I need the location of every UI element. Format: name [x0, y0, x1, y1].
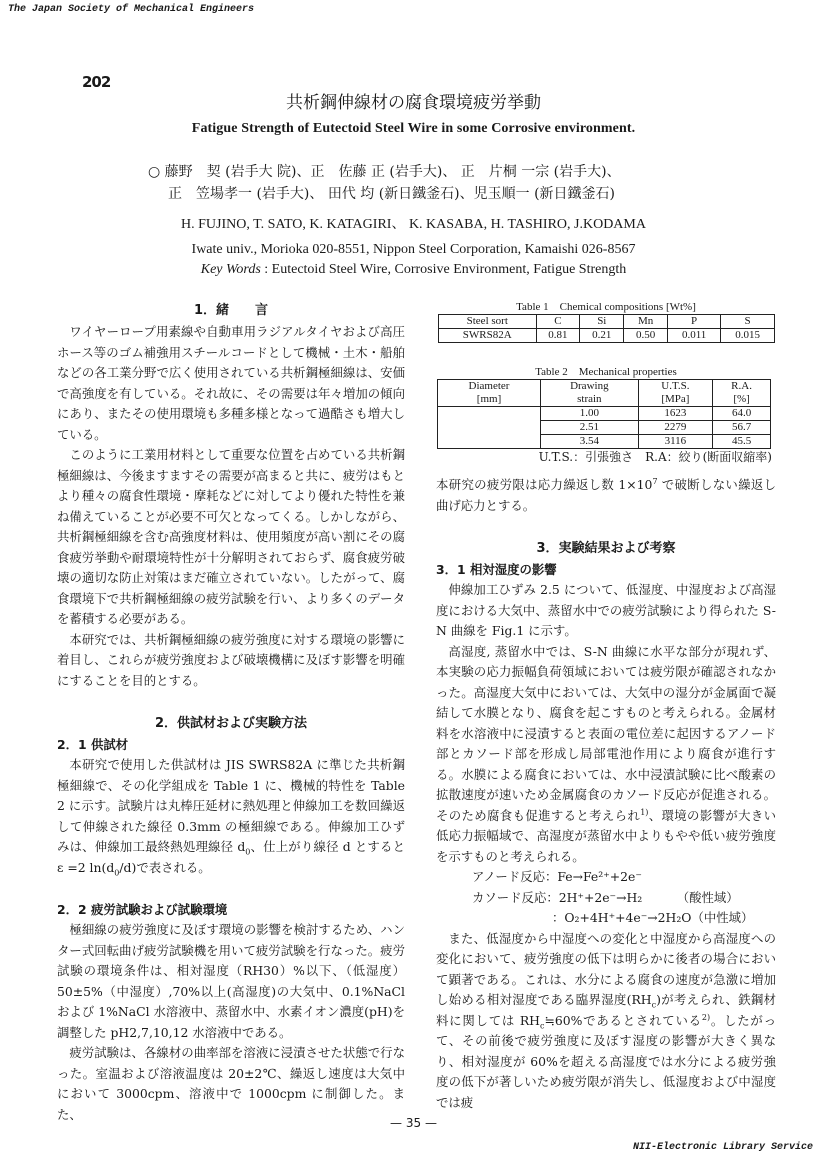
section-3-1-paragraph-1: 伸線加工ひずみ 2.5 について、低湿度、中湿度および高湿度における大気中、蒸留水中での疲労試験により得られた S-N 曲線を Fig.1 に示す。: [436, 582, 776, 638]
table-cell: 56.7: [713, 421, 771, 435]
reference-marker: 2): [701, 1012, 711, 1022]
reference-marker: 1): [640, 807, 649, 817]
table-1-header-row: [439, 315, 775, 329]
section-1-paragraph-3: 本研究では、共析鋼極細線の疲労強度に対する環境の影響に着目し、これらが疲労強度および破壊機構に及ぼす影響を明確にすることを目的とする。: [57, 631, 405, 688]
equation-note: （酸性域）: [676, 889, 739, 905]
table-cell: 0.81: [536, 329, 580, 343]
section-2-1-heading: 2．1 供試材: [57, 737, 129, 752]
subscript: c: [539, 1020, 545, 1030]
text: で破断しない繰返し曲げ応力とする。: [436, 477, 776, 513]
header-line: strain: [577, 393, 602, 405]
text: ≒60%であるとされている: [544, 1012, 702, 1028]
equation-anode: [436, 867, 776, 888]
table-cell: P: [668, 315, 721, 329]
text: 本研究で使用した供試材は JIS SWRS82A に準じた共析鋼極細線で、その化学組成を Table 1 に、機械的特性を Table 2 に示す。試験片は丸棒圧延材に熱処理と伸線加工を数回繰返して伸線された線径 0.3mm の極細線である。伸線加工ひずみは、伸線加工最終熱処理線径 d: [57, 757, 405, 854]
section-2-2-heading: 2．2 疲労試験および試験環境: [57, 902, 228, 917]
header-society: The Japan Society of Mechanical Engineers: [8, 4, 255, 15]
text: また、低湿度から中湿度への変化と中湿度から高湿度への変化において、疲労強度の低下は明らかに後者の場合において顕著である。これは、水分による腐食の速度が急激に増加し始める相対湿度である臨界湿度(RH: [436, 930, 776, 1007]
subscript: 0: [245, 847, 251, 857]
header-line: R.A.: [731, 380, 752, 392]
table-1: [438, 314, 775, 343]
header-line: [MPa]: [661, 393, 690, 405]
table-cell: 3.54: [541, 435, 639, 449]
text: /d)で表される。: [119, 859, 211, 875]
left-column: [57, 300, 405, 1125]
table-cell: SWRS82A: [439, 329, 537, 343]
table-cell: 1.00: [541, 407, 639, 421]
section-2-2-paragraph-1: 極細線の疲労強度に及ぼす環境の影響を検討するため、ハンター式回転曲げ疲労試験機を用いて疲労試験を行なった。疲労試験の環境条件は、相対湿度（RH30）%以下、（低湿度）50±5%（中湿度）,70%以上(高湿度)の大気中、0.1%NaCl および 1%NaCl 水溶液中、蒸留水中、水素イオン濃度(pH)を調整した pH2,7,10,12 水溶液中である。: [57, 922, 405, 1040]
title-english: Fatigue Strength of Eutectoid Steel Wire in some Corrosive environment.: [191, 121, 636, 136]
table-2-data-row: [438, 407, 771, 421]
fatigue-limit-definition: [436, 475, 776, 516]
table-cell: 1623: [638, 407, 713, 421]
section-3-heading: 3．実験結果および考察: [536, 541, 676, 556]
equation: 2H⁺+2e⁻→H₂: [558, 889, 643, 905]
table-2-header-row: [438, 380, 771, 407]
section-3-1-heading: 3．1 相対湿度の影響: [436, 562, 557, 577]
equation-cathode-acid: [436, 888, 776, 909]
equation-label: カソード反応：: [472, 889, 559, 905]
table-cell: 2279: [638, 421, 713, 435]
section-3-1-paragraph-2: [436, 642, 776, 868]
authors-english: H. FUJINO, T. SATO, K. KATAGIRI、 K. KASABA, H. TASHIRO, J.KODAMA: [181, 217, 646, 232]
section-3-1-paragraph-3: [436, 929, 776, 1114]
keywords-list: : Eutectoid Steel Wire, Corrosive Environment, Fatigue Strength: [260, 262, 627, 277]
table-cell: 0.21: [580, 329, 624, 343]
table-cell: 2.51: [541, 421, 639, 435]
table-cell: 64.0: [713, 407, 771, 421]
section-2-2-paragraph-2: 疲労試験は、各線材の曲率部を溶液に浸漬させた状態で行なった。室温および溶液温度は 20±2℃、繰返し速度は大気中において 3000cpm、溶液中で 1000cpm に制御した。また、: [57, 1045, 405, 1122]
text: 高湿度, 蒸留水中では、S-N 曲線に水平な部分が現れず、本実験の応力振幅負荷領域においては疲労限が確認されなかった。高湿度大気中においては、大気中の湿分が金属面で凝結して水膜となり、腐食を起こすものと考えられる。金属材料を水溶液中に浸漬すると表面の電位差に起因するアノード部とカソード部を形成し局部電池作用により腐食が進行する。水膜による腐食においては、水中浸漬試験に比べ酸素の拡散速度が速いため金属腐食のカソード反応が促進される。そのため腐食も促進すると考えられ: [436, 643, 776, 823]
table-cell: 0.015: [721, 329, 775, 343]
equation: ：O₂+4H⁺+4e⁻→2H₂O: [552, 910, 692, 925]
equation-label: アノード反応：: [472, 869, 558, 884]
table-1-data-row: [439, 329, 775, 343]
table-header-cell: [638, 380, 713, 407]
text: 。したがって、その前後で疲労強度に及ぼす湿度の影響が大きく異なり、相対湿度が 60%を超える高湿度では水分による疲労強度の低下が著しいため疲労限が消失し、低湿度および中湿度では疲: [436, 1012, 777, 1110]
table-cell-empty: [438, 407, 541, 449]
header-line: [%]: [733, 393, 750, 405]
table-cell: C: [536, 315, 580, 329]
table-cell: Si: [580, 315, 624, 329]
section-1-paragraph-1: ワイヤーロープ用素線や自動車用ラジアルタイヤおよび高圧ホース等のゴム補強用スチールコードとして機械・土木・船舶などの各工業分野で広く使用されている共析鋼極細線は、安価で高強度を有している。それ故に、その需要は年々増加の傾向にあり、またその使用環境も多種多様となって過酷さも増大している。: [57, 324, 405, 442]
equation-note: （中性域）: [691, 910, 754, 925]
equation-cathode-neutral: [436, 908, 776, 929]
title-japanese: 共析鋼伸線材の腐食環境疲労挙動: [286, 93, 541, 113]
table-2-note: U.T.S.：引張強さ R.A：絞り(断面収縮率): [538, 450, 772, 464]
table-cell: 0.50: [624, 329, 668, 343]
table-cell: Steel sort: [439, 315, 537, 329]
affiliation: Iwate univ., Morioka 020-8551, Nippon Steel Corporation, Kamaishi 026-8567: [191, 242, 636, 257]
text: 、環境の影響が大きい低応力振幅域で、高湿度が蒸留水中よりもやや低い疲労強度を示すものと考えられる。: [436, 807, 777, 864]
table-header-cell: [438, 380, 541, 407]
section-2-heading: 2．供試材および実験方法: [154, 716, 308, 731]
keywords-label: Key Words: [200, 262, 261, 277]
table-cell: 45.5: [713, 435, 771, 449]
subscript: c: [651, 1000, 657, 1010]
authors-ja-line1: ○ 藤野 契 (岩手大 院)、正 佐藤 正 (岩手大)、 正 片桐 一宗 (岩手大)、: [148, 164, 621, 180]
equation: Fe→Fe²⁺+2e⁻: [557, 869, 642, 884]
table-cell: S: [721, 315, 775, 329]
table-2-caption: Table 2 Mechanical properties: [535, 366, 677, 378]
page-number: — 35 —: [390, 1116, 437, 1130]
right-column: [436, 300, 776, 1113]
subscript: 0: [114, 867, 120, 877]
footer-service: NII-Electronic Library Service: [632, 1142, 813, 1153]
header-line: [mm]: [476, 393, 502, 405]
keywords: [0, 262, 827, 278]
section-1-heading: 1．緒 言: [193, 303, 269, 318]
section-2-1-paragraph: [57, 755, 405, 878]
table-cell: 0.011: [668, 329, 721, 343]
table-1-caption: Table 1 Chemical compositions [Wt%]: [516, 301, 696, 313]
table-2: [437, 379, 771, 449]
table-cell: Mn: [624, 315, 668, 329]
authors-ja-line2: 正 笠場孝一 (岩手大)、 田代 均 (新日鐵釜石)、児玉順一 (新日鐵釜石): [168, 186, 616, 202]
table-header-cell: [713, 380, 771, 407]
header-line: Diameter: [468, 380, 510, 392]
header-line: Drawing: [570, 380, 609, 392]
table-header-cell: [541, 380, 639, 407]
header-line: U.T.S.: [661, 380, 690, 392]
text: )が考えられ、鉄鋼材料に関しては RH: [436, 992, 777, 1028]
text: 、仕上がり線径 d とすると ε =2 ln(d: [57, 839, 405, 875]
table-cell: 3116: [638, 435, 713, 449]
paper-number: 202: [82, 73, 111, 91]
section-1-paragraph-2: このように工業用材料として重要な位置を占めている共析鋼極細線は、今後ますますその需要が高まると共に、疲労はもとより種々の腐食性環境・摩耗などに対してより優れた特性を兼ね備えていることが必要不可欠となってくる。しかしながら、共析鋼極細線を含む高強度材料は、使用頻度が高い割にその腐食疲労挙動や耐環境特性が十分解明されておらず、腐食疲労破壊の適切な防止対策はまだ確立されていない。したがって、腐食環境下で共析鋼極細線の疲労試験を行い、より多くのデータを蓄積する必要がある。: [57, 447, 405, 626]
text: 本研究の疲労限は応力繰返し数 1×10: [436, 477, 653, 492]
superscript: 7: [652, 476, 658, 486]
